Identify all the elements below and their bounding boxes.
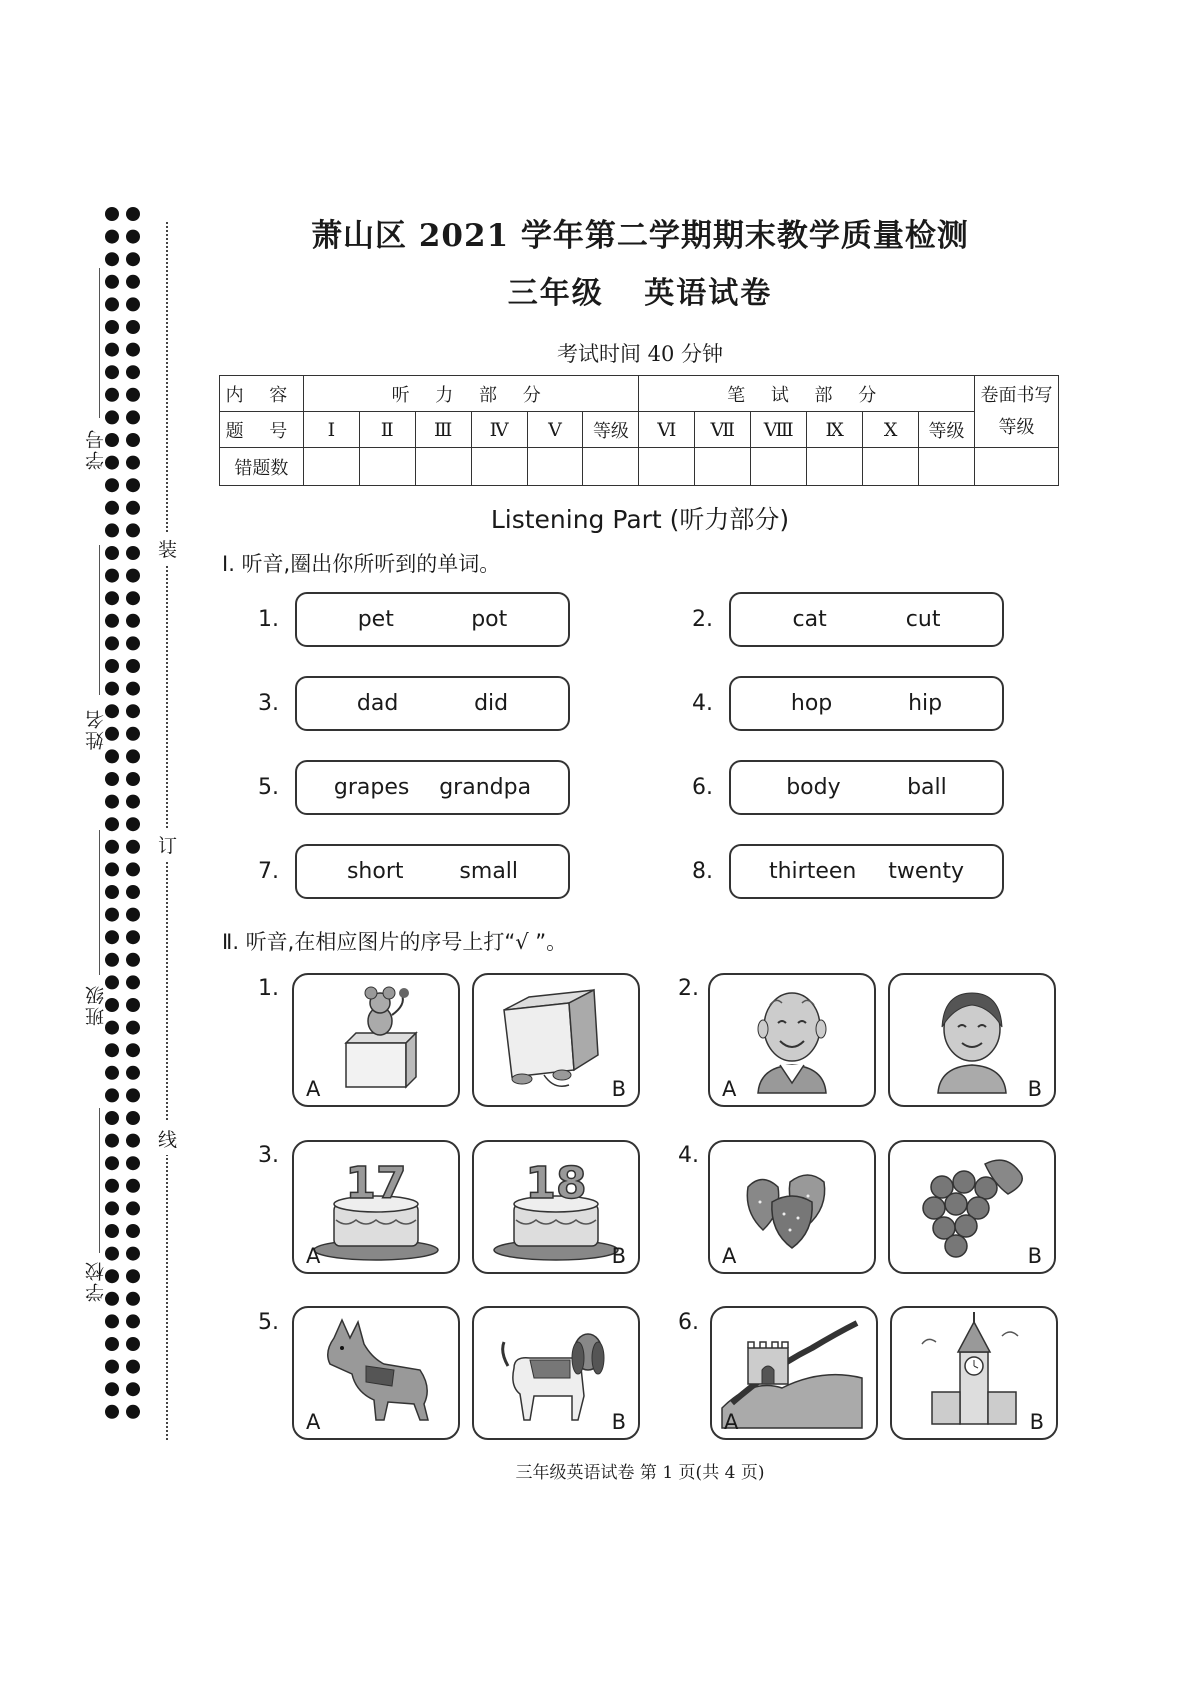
- s2-q3-label-a: A: [306, 1244, 321, 1268]
- binding-dot: [105, 410, 119, 424]
- error-cell[interactable]: [863, 448, 919, 486]
- s2-q6-label-a: A: [724, 1410, 739, 1434]
- binding-dot: [126, 930, 140, 944]
- s2-q3-number: 3.: [258, 1143, 279, 1168]
- s2-q5-number: 5.: [258, 1310, 279, 1335]
- exam-time: 考试时间 40 分钟: [556, 342, 724, 366]
- s1-q4-word-b[interactable]: hip: [908, 691, 943, 716]
- class-line: [99, 830, 100, 975]
- binding-dot: [126, 975, 140, 989]
- s2-q4-label-b: B: [1027, 1244, 1042, 1268]
- s1-q5-word-a[interactable]: grapes: [333, 775, 410, 800]
- binding-dot: [105, 953, 119, 967]
- binding-dot: [105, 930, 119, 944]
- school-line: [99, 1108, 100, 1253]
- s1-q2-box: [729, 592, 1004, 647]
- binding-dot: [126, 456, 140, 470]
- binding-dot: [126, 1066, 140, 1080]
- binding-dot: [105, 1088, 119, 1102]
- error-cell[interactable]: [471, 448, 527, 486]
- s2-q5-option-a[interactable]: [292, 1306, 460, 1440]
- s1-q3-word-a[interactable]: dad: [356, 691, 399, 716]
- binding-dot: [105, 1066, 119, 1080]
- s2-q1-option-b[interactable]: [472, 973, 640, 1107]
- error-cell[interactable]: [303, 448, 359, 486]
- s1-q6-word-a[interactable]: body: [786, 775, 841, 800]
- binding-dot: [126, 1382, 140, 1396]
- s1-q3-word-b[interactable]: did: [474, 691, 509, 716]
- binding-dot: [105, 817, 119, 831]
- binding-dot: [105, 252, 119, 266]
- binding-dot: [105, 659, 119, 673]
- name-label: 姓名: [85, 708, 107, 750]
- binding-dot: [105, 1134, 119, 1148]
- s1-q8-number: 8.: [692, 859, 713, 884]
- binding-dot: [126, 252, 140, 266]
- s2-q1-option-a[interactable]: [292, 973, 460, 1107]
- cake-18-number: 18: [525, 1158, 587, 1209]
- binding-dot: [105, 1405, 119, 1419]
- binding-dot: [126, 1292, 140, 1306]
- name-line: [99, 545, 100, 695]
- s2-q2-label-b: B: [1027, 1077, 1042, 1101]
- binding-char-ding: 订: [158, 828, 177, 861]
- binding-dot: [126, 230, 140, 244]
- s2-q6-option-a[interactable]: [710, 1306, 878, 1440]
- binding-dot: [126, 953, 140, 967]
- col-q10: Ⅹ: [863, 412, 919, 448]
- s2-q5-option-b[interactable]: [472, 1306, 640, 1440]
- binding-dot: [126, 365, 140, 379]
- listening-part-header: 听 力 部 分: [303, 376, 639, 412]
- s2-q2-number: 2.: [678, 976, 699, 1001]
- binding-dot: [105, 862, 119, 876]
- binding-dot: [126, 1179, 140, 1193]
- col-q3: Ⅲ: [415, 412, 471, 448]
- binding-dot: [105, 1156, 119, 1170]
- binding-dot: [126, 569, 140, 583]
- s2-q2-label-a: A: [722, 1077, 737, 1101]
- binding-dot: [105, 1179, 119, 1193]
- binding-dot: [126, 297, 140, 311]
- handwriting-grade-header: 卷面书写等级: [974, 376, 1058, 448]
- s2-q5-label-b: B: [611, 1410, 626, 1434]
- binding-dot: [126, 1247, 140, 1261]
- listening-part-title: Listening Part (听力部分): [490, 505, 790, 534]
- col-q9: Ⅸ: [807, 412, 863, 448]
- error-cell[interactable]: [527, 448, 583, 486]
- binding-dot: [126, 1088, 140, 1102]
- error-cell[interactable]: [807, 448, 863, 486]
- binding-dot: [105, 388, 119, 402]
- col-q8: Ⅷ: [751, 412, 807, 448]
- s1-q2-number: 2.: [692, 607, 713, 632]
- col-q5: Ⅴ: [527, 412, 583, 448]
- s1-q8-box: [729, 844, 1004, 899]
- binding-dot: [126, 343, 140, 357]
- exam-title: 萧山区 2021 学年第二学期期末教学质量检测: [311, 218, 969, 254]
- binding-dot: [126, 614, 140, 628]
- binding-dot: [126, 1224, 140, 1238]
- s1-q4-word-a[interactable]: hop: [790, 691, 833, 716]
- s2-q4-option-a[interactable]: [708, 1140, 876, 1274]
- s1-q6-box: [729, 760, 1004, 815]
- s2-q2-option-a[interactable]: [708, 973, 876, 1107]
- binding-dot: [105, 1224, 119, 1238]
- writing-part-header: 笔 试 部 分: [639, 376, 975, 412]
- s1-q5-number: 5.: [258, 775, 279, 800]
- s1-q6-word-b[interactable]: ball: [907, 775, 947, 800]
- binding-dot: [105, 908, 119, 922]
- s1-q7-word-a[interactable]: short: [346, 859, 404, 884]
- binding-dot: [105, 1337, 119, 1351]
- binding-dot: [126, 1269, 140, 1283]
- binding-dot: [105, 1314, 119, 1328]
- cake-17-number: 17: [345, 1158, 407, 1209]
- s1-q6-number: 6.: [692, 775, 713, 800]
- student-id-line: [99, 268, 100, 418]
- s1-q1-word-b[interactable]: pot: [471, 607, 508, 632]
- s1-q7-number: 7.: [258, 859, 279, 884]
- binding-dot: [105, 1043, 119, 1057]
- error-cell[interactable]: [751, 448, 807, 486]
- s1-q3-number: 3.: [258, 691, 279, 716]
- binding-dot: [105, 523, 119, 537]
- binding-dot: [126, 1111, 140, 1125]
- binding-dot: [126, 1314, 140, 1328]
- binding-dot: [105, 365, 119, 379]
- binding-dot: [105, 614, 119, 628]
- page-footer: 三年级英语试卷 第 1 页(共 4 页): [515, 1463, 765, 1483]
- binding-dot: [126, 546, 140, 560]
- s2-q2-option-b[interactable]: [888, 973, 1056, 1107]
- s1-q5-box: [295, 760, 570, 815]
- binding-dot: [126, 817, 140, 831]
- s2-q6-label-b: B: [1029, 1410, 1044, 1434]
- binding-dot: [126, 998, 140, 1012]
- section-2-title: Ⅱ. 听音,在相应图片的序号上打“√ ”。: [222, 930, 568, 954]
- binding-dot: [105, 230, 119, 244]
- binding-dot: [126, 885, 140, 899]
- binding-dot: [105, 501, 119, 515]
- binding-dot: [126, 727, 140, 741]
- binding-dot: [105, 1382, 119, 1396]
- student-id-label: 学号: [85, 428, 107, 470]
- s2-q6-number: 6.: [678, 1310, 699, 1335]
- binding-dot: [105, 772, 119, 786]
- s1-q4-box: [729, 676, 1004, 731]
- binding-dot: [126, 704, 140, 718]
- binding-dot: [126, 1337, 140, 1351]
- s1-q7-word-b[interactable]: small: [459, 859, 519, 884]
- binding-dot: [126, 1021, 140, 1035]
- col-listening-grade: 等级: [583, 412, 639, 448]
- binding-dot: [105, 682, 119, 696]
- binding-dot: [126, 275, 140, 289]
- error-cell[interactable]: [695, 448, 751, 486]
- binding-char-zhuang: 装: [158, 532, 177, 565]
- s1-q8-word-a[interactable]: thirteen: [768, 859, 857, 884]
- binding-dot: [105, 207, 119, 221]
- binding-dot: [126, 795, 140, 809]
- exam-subtitle: 三年级 英语试卷: [507, 276, 773, 311]
- binding-dot: [126, 320, 140, 334]
- binding-dots: [104, 206, 140, 1434]
- s2-q6-option-b[interactable]: [890, 1306, 1058, 1440]
- error-cell[interactable]: [583, 448, 639, 486]
- binding-dot: [126, 1201, 140, 1215]
- error-cell[interactable]: [415, 448, 471, 486]
- s2-q3-label-b: B: [611, 1244, 626, 1268]
- binding-dot: [105, 885, 119, 899]
- binding-dot: [126, 772, 140, 786]
- binding-dot: [126, 840, 140, 854]
- s1-q1-box: [295, 592, 570, 647]
- col-q7: Ⅶ: [695, 412, 751, 448]
- s1-q2-word-b[interactable]: cut: [905, 607, 941, 632]
- binding-dot: [126, 1134, 140, 1148]
- binding-dot: [126, 749, 140, 763]
- binding-dot: [126, 682, 140, 696]
- binding-dot: [126, 1360, 140, 1374]
- binding-dot: [105, 591, 119, 605]
- section-1-title: Ⅰ. 听音,圈出你所听到的单词。: [222, 552, 501, 576]
- binding-dot: [105, 320, 119, 334]
- binding-dot: [126, 862, 140, 876]
- s2-q4-label-a: A: [722, 1244, 737, 1268]
- s1-q2-word-a[interactable]: cat: [792, 607, 827, 632]
- s2-q1-label-b: B: [611, 1077, 626, 1101]
- s1-q1-word-a[interactable]: pet: [357, 607, 394, 632]
- binding-dot: [105, 478, 119, 492]
- binding-dot: [126, 501, 140, 515]
- col-q6: Ⅵ: [639, 412, 695, 448]
- binding-dot: [126, 1156, 140, 1170]
- binding-dot: [105, 795, 119, 809]
- s2-q4-option-b[interactable]: [888, 1140, 1056, 1274]
- s2-q4-number: 4.: [678, 1143, 699, 1168]
- binding-dot: [126, 433, 140, 447]
- binding-dot: [105, 569, 119, 583]
- binding-dot: [126, 410, 140, 424]
- binding-dot: [105, 749, 119, 763]
- row-label-content: 内 容: [220, 376, 304, 412]
- binding-dot: [105, 297, 119, 311]
- s1-q7-box: [295, 844, 570, 899]
- binding-dot: [126, 636, 140, 650]
- row-label-question: 题 号: [220, 412, 304, 448]
- error-cell[interactable]: [639, 448, 695, 486]
- binding-dot: [126, 1405, 140, 1419]
- binding-dot: [126, 1043, 140, 1057]
- error-cell[interactable]: [974, 448, 1058, 486]
- s1-q4-number: 4.: [692, 691, 713, 716]
- binding-dot: [126, 659, 140, 673]
- binding-dot: [105, 343, 119, 357]
- binding-dot: [105, 1111, 119, 1125]
- error-cell[interactable]: [919, 448, 975, 486]
- school-label: 学校: [85, 1260, 107, 1302]
- s1-q5-word-b[interactable]: grandpa: [439, 775, 532, 800]
- binding-dot: [126, 207, 140, 221]
- binding-dot: [105, 1201, 119, 1215]
- col-q1: Ⅰ: [303, 412, 359, 448]
- binding-char-xian: 线: [158, 1122, 177, 1155]
- binding-dot: [105, 840, 119, 854]
- binding-dot: [105, 1247, 119, 1261]
- error-cell[interactable]: [359, 448, 415, 486]
- binding-dot: [105, 275, 119, 289]
- s2-q3-option-a[interactable]: [292, 1140, 460, 1274]
- row-label-errors: 错题数: [220, 448, 304, 486]
- binding-dot: [126, 908, 140, 922]
- binding-dot: [126, 388, 140, 402]
- binding-dot: [126, 591, 140, 605]
- binding-dot: [126, 523, 140, 537]
- class-label: 班级: [85, 984, 107, 1026]
- s2-q3-option-b[interactable]: [472, 1140, 640, 1274]
- s2-q5-label-a: A: [306, 1410, 321, 1434]
- col-writing-grade: 等级: [919, 412, 975, 448]
- s2-q1-number: 1.: [258, 976, 279, 1001]
- s1-q1-number: 1.: [258, 607, 279, 632]
- binding-dot: [105, 636, 119, 650]
- s1-q3-box: [295, 676, 570, 731]
- score-table: [219, 375, 1059, 486]
- s2-q1-label-a: A: [306, 1077, 321, 1101]
- col-q2: Ⅱ: [359, 412, 415, 448]
- binding-dot: [105, 546, 119, 560]
- s1-q8-word-b[interactable]: twenty: [888, 859, 965, 884]
- binding-dot: [126, 478, 140, 492]
- col-q4: Ⅳ: [471, 412, 527, 448]
- binding-dot: [105, 1360, 119, 1374]
